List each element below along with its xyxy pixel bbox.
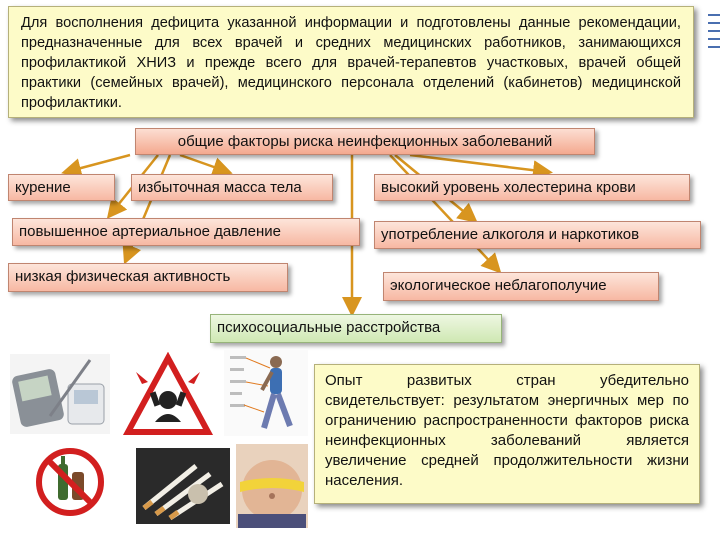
no-alcohol-sign [34,446,106,518]
cigarettes-photo [136,448,230,524]
intro-text-box: Для восполнения дефицита указанной информации и подготовлены данные рекомендации, предназначенные для всех врачей и средних медицинских работников, занимающихся профилактикой ХНИЗ и прежде всего для врачей-терапевтов участковых, врачей общей практики (семейных врачей), медицинского персонала отделений (кабинетов) медицинской профилактики. [8,6,694,118]
factor-box-alcohol-drugs [374,221,701,249]
glucometer-photo [10,354,110,434]
factor-box-high-blood-pressure [12,218,360,246]
factor-box-psychosocial [210,314,502,343]
factor-box-excess-weight [131,174,333,201]
factor-label-psychosocial: психосоциальные расстройства [217,319,441,336]
arrow-to-ecology [390,155,498,270]
factor-label-low-activity: низкая физическая активность [15,268,231,285]
factor-label-high-blood-pressure: повышенное артериальное давление [19,223,281,240]
factor-label-excess-weight: избыточная масса тела [138,179,302,196]
arrow-to-high-cholesterol [410,155,548,172]
factor-box-ecology [383,272,659,301]
diagram-title-box [135,128,595,155]
factor-label-alcohol-drugs: употребление алкоголя и наркотиков [381,226,640,243]
arrow-to-excess-weight [180,155,228,172]
conclusion-text-box: Опыт развитых стран убедительно свидетельствует: результатом энергичных мер по ограничению распространенности факторов риска неинфекционных заболеваний является увеличение средней продолжительности жизни населения. [314,364,700,504]
factor-label-high-cholesterol: высокий уровень холестерина крови [381,179,636,196]
arrow-to-smoking [66,155,130,172]
factor-label-ecology: экологическое неблагополучие [390,277,607,294]
stress-headache-icon [122,352,214,440]
waist-measuring-photo [236,444,308,528]
factor-box-smoking [8,174,115,201]
factor-label-smoking: курение [15,179,71,196]
factor-box-low-activity [8,263,288,292]
diagram-title: общие факторы риска неинфекционных заболеваний [177,133,553,150]
walking-exercise-illustration [224,350,308,436]
factor-box-high-cholesterol [374,174,690,201]
